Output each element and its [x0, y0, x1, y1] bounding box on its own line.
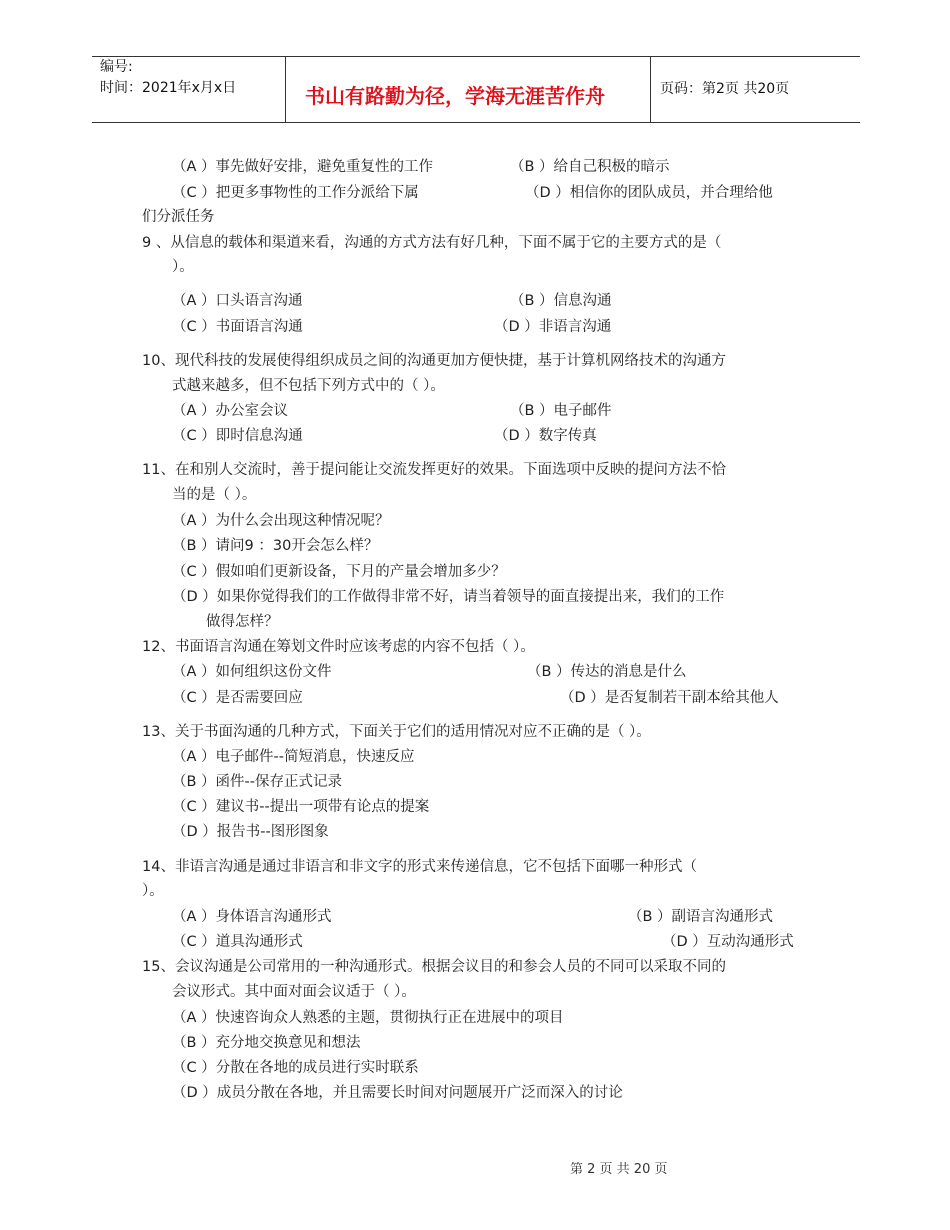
q9-option-c: （C ）书面语言沟通 [172, 319, 303, 335]
q11-stem-cont: 当的是（ ）。 [172, 487, 257, 503]
q15-option-a: （A ）快速咨询众人熟悉的主题，贯彻执行正在进展中的项目 [172, 1010, 564, 1026]
q12-option-a: （A ）如何组织这份文件 [172, 664, 332, 680]
q15-option-b: （B ）充分地交换意见和想法 [172, 1035, 361, 1051]
q11-option-d-cont: 做得怎样？ [206, 614, 279, 630]
q11-stem: 11、在和别人交流时，善于提问能让交流发挥更好的效果。下面选项中反映的提问方法不恰 [142, 462, 726, 478]
header-page-info: 页码：第2页 共20页 [660, 81, 790, 97]
q10-stem: 10、现代科技的发展使得组织成员之间的沟通更加方便快捷，基于计算机网络技术的沟通方 [142, 353, 726, 369]
q15-stem-cont: 会议形式。其中面对面会议适于（ ）。 [172, 984, 416, 1000]
q8-option-a: （A ）事先做好安排，避免重复性的工作 [172, 159, 434, 175]
q9-option-a: （A ）口头语言沟通 [172, 293, 303, 309]
q10-option-c: （C ）即时信息沟通 [172, 428, 303, 444]
q14-option-d: （D ）互动沟通形式 [662, 934, 794, 950]
q12-option-c: （C ）是否需要回应 [172, 690, 303, 706]
q11-option-b: （B ）请问9 ：30开会怎么样？ [172, 538, 379, 554]
q9-option-d: （D ）非语言沟通 [494, 319, 612, 335]
q8-option-c: （C ）把更多事物性的工作分派给下属 [172, 185, 419, 201]
q15-option-c: （C ）分散在各地的成员进行实时联系 [172, 1060, 419, 1076]
header-top-rule [92, 56, 860, 57]
q10-option-a: （A ）办公室会议 [172, 403, 289, 419]
q14-option-c: （C ）道具沟通形式 [172, 934, 303, 950]
q9-stem-cont: ）。 [172, 259, 194, 275]
q10-option-d: （D ）数字传真 [494, 428, 597, 444]
header-time-label: 时间：2021年x月x日 [100, 80, 237, 96]
page-footer: 第 2 页 共 20 页 [570, 1162, 668, 1177]
q14-option-a: （A ）身体语言沟通形式 [172, 909, 332, 925]
q10-option-b: （B ）电子邮件 [510, 403, 612, 419]
header-code-label: 编号: [100, 59, 133, 75]
q11-option-d: （D ）如果你觉得我们的工作做得非常不好，请当着领导的面直接提出来，我们的工作 [172, 589, 725, 605]
header-divider-left [285, 56, 286, 122]
q15-option-d: （D ）成员分散在各地，并且需要长时间对问题展开广泛而深入的讨论 [172, 1085, 623, 1101]
q10-stem-cont: 式越来越多，但不包括下列方式中的（ ）。 [172, 378, 445, 394]
q13-option-a: （A ）电子邮件--简短消息，快速反应 [172, 749, 415, 765]
q9-option-b: （B ）信息沟通 [510, 293, 612, 309]
q13-stem: 13、关于书面沟通的几种方式，下面关于它们的适用情况对应不正确的是（ ）。 [142, 724, 651, 740]
q11-option-c: （C ）假如咱们更新设备，下月的产量会增加多少？ [172, 564, 506, 580]
q12-stem: 12、书面语言沟通在筹划文件时应该考虑的内容不包括（ ）。 [142, 639, 535, 655]
q11-option-a: （A ）为什么会出现这种情况呢？ [172, 513, 390, 529]
q8-option-d: （D ）相信你的团队成员，并合理给他 [525, 185, 773, 201]
header-bottom-rule [92, 122, 860, 123]
q12-option-b: （B ）传达的消息是什么 [527, 664, 687, 680]
q13-option-b: （B ）函件--保存正式记录 [172, 774, 343, 790]
q14-stem-cont: ）。 [142, 883, 164, 899]
q9-stem: 9 、从信息的载体和渠道来看，沟通的方式方法有好几种，下面不属于它的主要方式的是（ [142, 235, 722, 251]
header-slogan: 书山有路勤为径，学海无涯苦作舟 [305, 84, 605, 108]
header-divider-right [650, 56, 651, 122]
q15-stem: 15、会议沟通是公司常用的一种沟通形式。根据会议目的和参会人员的不同可以采取不同的 [142, 959, 726, 975]
q14-stem: 14、非语言沟通是通过非语言和非文字的形式来传递信息，它不包括下面哪一种形式（ [142, 859, 697, 875]
q8-option-b: （B ）给自己积极的暗示 [510, 159, 670, 175]
q14-option-b: （B ）副语言沟通形式 [628, 909, 774, 925]
q13-option-d: （D ）报告书--图形图象 [172, 824, 329, 840]
q12-option-d: （D ）是否复制若干副本给其他人 [560, 690, 779, 706]
q8-option-d-cont: 们分派任务 [142, 209, 215, 225]
q13-option-c: （C ）建议书--提出一项带有论点的提案 [172, 799, 430, 815]
